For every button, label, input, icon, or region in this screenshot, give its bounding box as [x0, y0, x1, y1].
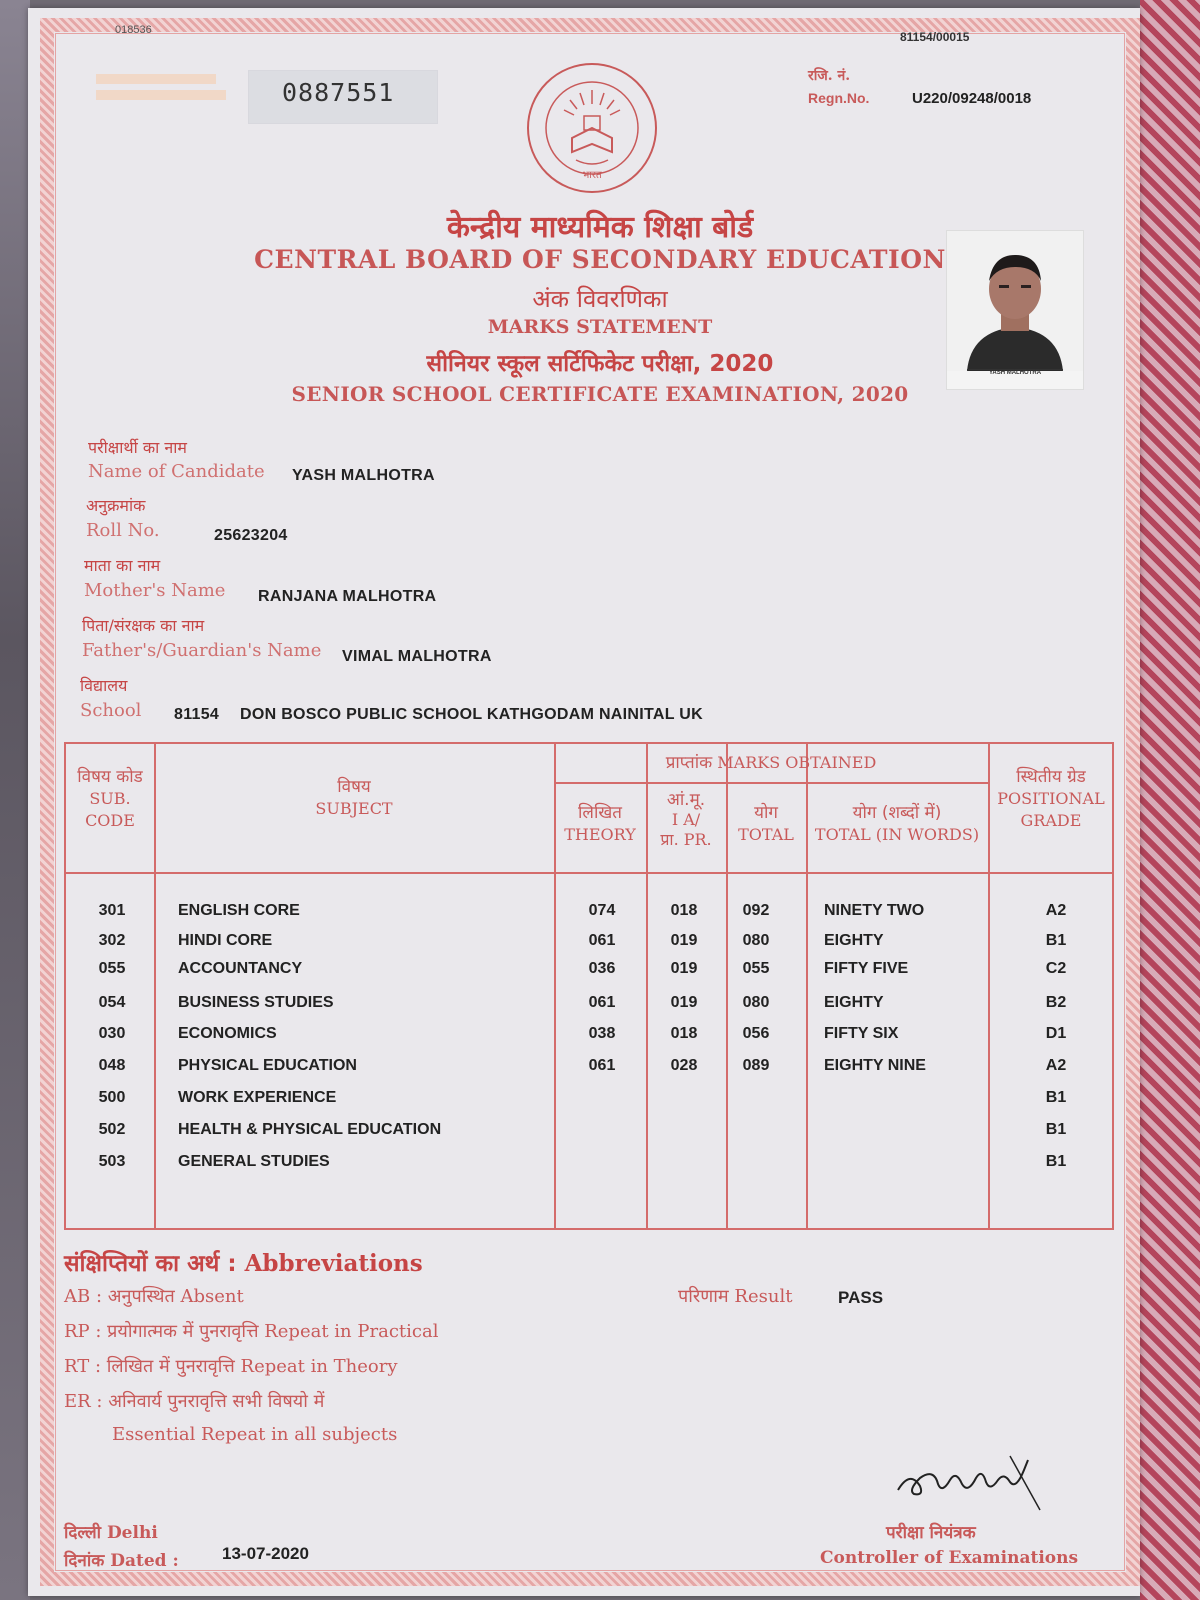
cell-grade: B1: [1045, 932, 1067, 949]
header-bottom-line: [66, 872, 1112, 874]
cell-subject: HEALTH & PHYSICAL EDUCATION: [178, 1121, 442, 1138]
person-photo-icon: [947, 231, 1083, 371]
emblem-bottom-text: भारत: [582, 170, 602, 181]
header-code-en2: CODE: [85, 811, 135, 830]
header-code-hindi: विषय कोड: [77, 767, 143, 787]
cell-words: EIGHTY: [824, 994, 884, 1011]
cell-theory: 074: [588, 902, 616, 919]
header-code-en1: SUB.: [89, 789, 131, 808]
father-label-hindi: पिता/संरक्षक का नाम: [82, 616, 205, 635]
cell-words: FIFTY FIVE: [824, 960, 909, 977]
document-title-hindi: अंक विवरणिका: [532, 285, 668, 313]
father-label: Father's/Guardian's Name: [82, 640, 322, 661]
header-total-hindi: योग: [754, 803, 778, 823]
controller-title: Controller of Examinations: [820, 1548, 1079, 1568]
cell-code: 503: [98, 1153, 126, 1170]
cell-subject: GENERAL STUDIES: [178, 1153, 330, 1170]
cell-total: 080: [742, 994, 770, 1011]
father-name: VIMAL MALHOTRA: [342, 648, 492, 665]
header-words-en: TOTAL (IN WORDS): [814, 825, 980, 844]
serial-number-right: 81154/00015: [900, 30, 970, 44]
cell-subject: ECONOMICS: [178, 1025, 277, 1042]
cell-code: 502: [98, 1121, 126, 1138]
cell-theory: 061: [588, 932, 616, 949]
cell-grade: A2: [1045, 902, 1067, 919]
table-row: [66, 990, 1116, 1020]
regn-number: U220/09248/0018: [912, 90, 1032, 107]
header-subject: [154, 776, 554, 820]
cell-ia: 018: [670, 1025, 698, 1042]
abbr-repeat-theory: RT : लिखित में पुनरावृत्ति Repeat in Theory: [64, 1356, 398, 1377]
cell-subject: BUSINESS STUDIES: [178, 994, 334, 1011]
header-sub-code: [66, 766, 154, 832]
board-name-hindi: केन्द्रीय माध्यमिक शिक्षा बोर्ड: [446, 210, 754, 245]
dated-label: दिनांक Dated :: [64, 1551, 179, 1571]
roll-label-hindi: अनुक्रमांक: [86, 496, 146, 515]
header-marks-hindi: प्राप्तांक: [665, 753, 713, 773]
header-marks-en: MARKS OBTAINED: [717, 753, 877, 772]
cell-words: EIGHTY: [824, 932, 884, 949]
header-grade-hindi: स्थितीय ग्रेड: [1016, 767, 1086, 787]
header-total: [726, 802, 806, 846]
certificate-number: 0887551: [282, 78, 395, 107]
candidate-name: YASH MALHOTRA: [292, 467, 435, 484]
cell-code: 301: [98, 902, 126, 919]
cell-ia: 028: [670, 1057, 698, 1074]
regn-label-hindi: रजि. नं.: [808, 68, 851, 84]
header-pr: प्रा. PR.: [660, 830, 712, 849]
header-ia-en: I A/: [671, 810, 701, 829]
header-grade-en2: GRADE: [1020, 811, 1082, 830]
mother-label: Mother's Name: [84, 580, 226, 601]
mother-label-hindi: माता का नाम: [84, 556, 161, 575]
table-row: [66, 1085, 1116, 1115]
cell-grade: B2: [1045, 994, 1067, 1011]
header-subject-en: SUBJECT: [315, 799, 393, 818]
table-row: [66, 898, 1116, 928]
school-code: 81154: [174, 706, 220, 723]
header-grade-en1: POSITIONAL: [997, 789, 1105, 808]
cell-subject: ENGLISH CORE: [178, 902, 300, 919]
table-row: [66, 1149, 1116, 1179]
table-row: [66, 1117, 1116, 1147]
exam-title-hindi: सीनियर स्कूल सर्टिफिकेट परीक्षा, 2020: [426, 351, 774, 377]
faded-stamp-text: [96, 70, 226, 100]
cell-theory: 038: [588, 1025, 616, 1042]
dated-value: 13-07-2020: [222, 1544, 309, 1563]
cell-grade: B1: [1045, 1153, 1067, 1170]
table-row: [66, 956, 1116, 986]
header-marks-obtained: [554, 752, 988, 774]
regn-label: Regn.No.: [808, 90, 870, 106]
cell-theory: 036: [588, 960, 616, 977]
cell-words: NINETY TWO: [824, 902, 925, 919]
school-name: DON BOSCO PUBLIC SCHOOL KATHGODAM NAINITAL UK: [240, 706, 703, 723]
header-subject-hindi: विषय: [337, 777, 371, 797]
cell-total: 056: [742, 1025, 770, 1042]
mother-name: RANJANA MALHOTRA: [258, 588, 437, 605]
cell-code: 054: [98, 994, 126, 1011]
cell-code: 500: [98, 1089, 126, 1106]
cell-subject: PHYSICAL EDUCATION: [178, 1057, 357, 1074]
controller-title-hindi: परीक्षा नियंत्रक: [886, 1523, 976, 1543]
cell-grade: A2: [1045, 1057, 1067, 1074]
cell-ia: 019: [670, 960, 698, 977]
header-words-hindi: योग (शब्दों में): [852, 803, 942, 823]
cell-subject: WORK EXPERIENCE: [178, 1089, 337, 1106]
exam-title: SENIOR SCHOOL CERTIFICATE EXAMINATION, 2020: [291, 382, 909, 406]
cell-code: 302: [98, 932, 126, 949]
header-positional-grade: [988, 766, 1114, 832]
cell-total: 080: [742, 932, 770, 949]
cell-ia: 019: [670, 994, 698, 1011]
cell-grade: B1: [1045, 1089, 1067, 1106]
cell-grade: B1: [1045, 1121, 1067, 1138]
cell-code: 055: [98, 960, 126, 977]
cell-subject: HINDI CORE: [178, 932, 273, 949]
result-label: परिणाम Result: [678, 1286, 793, 1307]
photo-caption: YASH MALHOTRA: [967, 369, 1063, 376]
cell-total: 055: [742, 960, 770, 977]
table-row: [66, 1021, 1116, 1051]
signature-icon: [890, 1450, 1060, 1520]
cbse-emblem-icon: [524, 60, 660, 196]
header-total-en: TOTAL: [738, 825, 794, 844]
header-ia-pr: [646, 790, 726, 850]
cell-code: 048: [98, 1057, 126, 1074]
header-ia-hindi: आं.मू.: [666, 790, 706, 810]
header-total-words: [806, 802, 988, 846]
abbreviations-title-en: Abbreviations: [244, 1250, 423, 1277]
cell-ia: 019: [670, 932, 698, 949]
cell-code: 030: [98, 1025, 126, 1042]
cell-ia: 018: [670, 902, 698, 919]
result-value: PASS: [838, 1288, 884, 1307]
table-row: [66, 928, 1116, 958]
candidate-name-label-hindi: परीक्षार्थी का नाम: [88, 438, 187, 457]
school-label: School: [80, 700, 142, 721]
place: दिल्ली Delhi: [64, 1523, 158, 1543]
cell-subject: ACCOUNTANCY: [178, 960, 303, 977]
cell-words: EIGHTY NINE: [824, 1057, 926, 1074]
table-row: [66, 1053, 1116, 1083]
header-theory-hindi: लिखित: [578, 803, 622, 823]
marks-table: [64, 742, 1114, 1230]
abbreviations-title: [64, 1246, 423, 1278]
school-label-hindi: विद्यालय: [80, 676, 128, 695]
cell-words: FIFTY SIX: [824, 1025, 899, 1042]
candidate-photo: [946, 230, 1084, 390]
cell-total: 089: [742, 1057, 770, 1074]
document-title: MARKS STATEMENT: [487, 316, 713, 338]
serial-number-left: 018536: [115, 24, 152, 36]
marks-subheader-line: [554, 782, 990, 784]
abbr-essential-repeat: ER : अनिवार्य पुनरावृत्ति सभी विषयो में: [64, 1391, 325, 1412]
cell-grade: D1: [1045, 1025, 1067, 1042]
cell-theory: 061: [588, 994, 616, 1011]
cell-total: 092: [742, 902, 770, 919]
candidate-name-label: Name of Candidate: [88, 461, 265, 482]
roll-label: Roll No.: [86, 520, 160, 541]
cell-theory: 061: [588, 1057, 616, 1074]
abbr-essential-repeat-en: Essential Repeat in all subjects: [112, 1424, 398, 1445]
abbr-absent: AB : अनुपस्थित Absent: [64, 1286, 244, 1307]
header-theory-en: THEORY: [564, 825, 636, 844]
roll-number: 25623204: [214, 527, 288, 544]
cell-grade: C2: [1045, 960, 1067, 977]
header-theory: [554, 802, 646, 846]
abbr-repeat-practical: RP : प्रयोगात्मक में पुनरावृत्ति Repeat in Practical: [64, 1321, 439, 1342]
board-name: CENTRAL BOARD OF SECONDARY EDUCATION: [254, 245, 946, 274]
abbreviations-title-hindi: संक्षिप्तियों का अर्थ :: [64, 1251, 237, 1277]
